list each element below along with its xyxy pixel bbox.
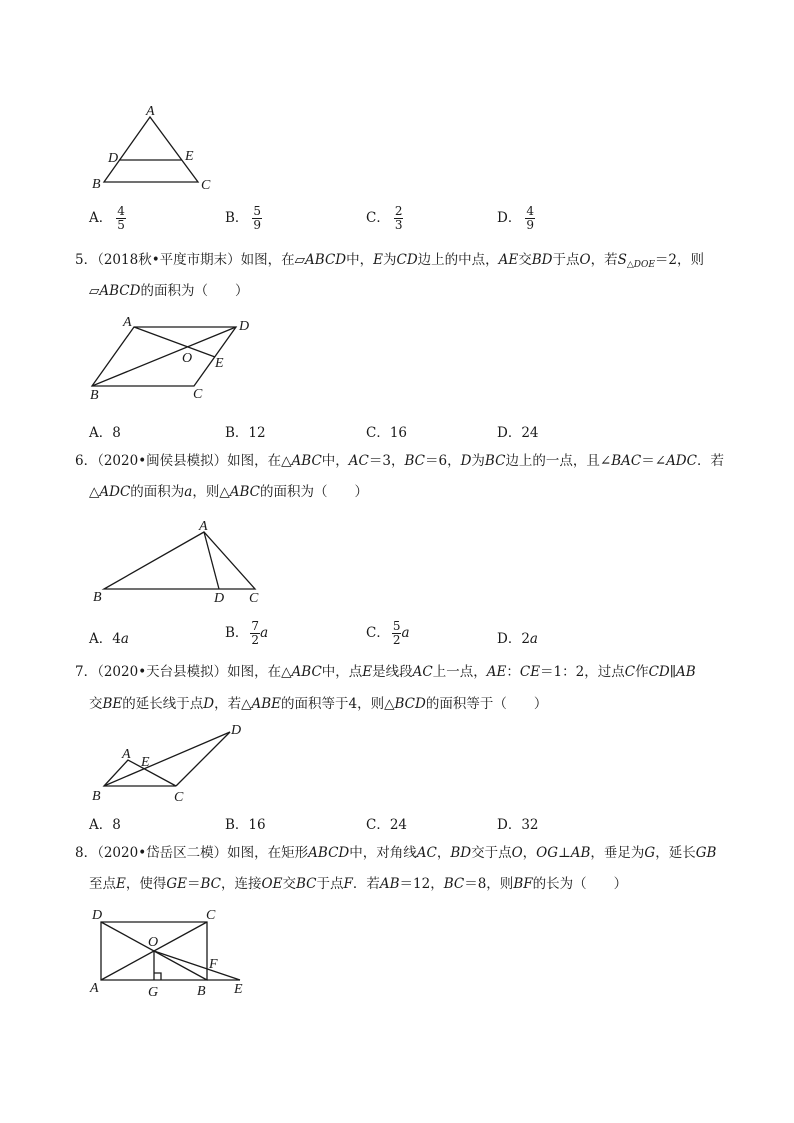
option-letter: A． (89, 210, 113, 226)
text: AE (498, 252, 519, 268)
label-b: B (92, 177, 101, 192)
text: ，垂足为 (590, 845, 645, 861)
text: ．若 (352, 876, 380, 892)
text: BE (102, 696, 123, 712)
numerator: 2 (394, 204, 403, 218)
text: AB (675, 664, 696, 680)
text: BAC (611, 453, 642, 469)
text: BCD (394, 696, 426, 712)
text: 中， (321, 453, 349, 469)
text: 交于点 (471, 845, 512, 861)
text: A．4 (89, 631, 121, 647)
label-b: B (93, 590, 102, 605)
label-f: F (209, 957, 218, 972)
label-e: E (234, 982, 243, 997)
text: CE (519, 664, 541, 680)
text: 的面积为（ ） (140, 283, 249, 299)
text: ▱ (89, 283, 100, 299)
text: 交 (282, 876, 296, 892)
text: O (579, 252, 591, 268)
label-c: C (174, 790, 184, 805)
denominator: 2 (251, 633, 260, 647)
text: 8．（2020•岱岳区二模）如图，在矩形 (75, 845, 309, 861)
label-d: D (231, 723, 242, 738)
text: B． (225, 625, 249, 641)
text: CD (396, 252, 418, 268)
text: 6．（2020•闽侯县模拟）如图，在△ (75, 453, 292, 469)
label-a: A (199, 519, 208, 534)
text: AC (412, 664, 433, 680)
q5-option-c[interactable]: C．16 (366, 425, 408, 441)
text: 交 (89, 696, 103, 712)
text: AC (348, 453, 369, 469)
text: ＝3， (368, 453, 405, 469)
numerator: 7 (251, 619, 260, 633)
text: ABCD (99, 283, 141, 299)
text: BC (484, 453, 506, 469)
text: ，使得 (125, 876, 167, 892)
text: D (203, 696, 215, 712)
text: 边上的一点，且∠ (505, 453, 612, 469)
label-d: D (239, 319, 250, 334)
label-c: C (206, 908, 216, 923)
text: GB (695, 845, 717, 861)
text: ADC (666, 453, 697, 469)
q7-option-a[interactable]: A．8 (89, 817, 121, 833)
text: 于点 (552, 252, 580, 268)
text: BC (295, 876, 317, 892)
label-a: A (90, 981, 99, 996)
label-d: D (108, 151, 119, 166)
text: AB (379, 876, 400, 892)
label-a: A (146, 104, 155, 119)
text: ，若 (590, 252, 618, 268)
subscript: △DOE (626, 260, 655, 270)
text: F (343, 876, 353, 892)
text: ADC (99, 484, 131, 500)
text: BD (450, 845, 472, 861)
q7-option-b[interactable]: B．16 (225, 817, 266, 833)
variable: a (401, 625, 410, 641)
numerator: 5 (392, 619, 401, 633)
label-b: B (90, 388, 99, 403)
text: ＝ (187, 876, 201, 892)
text: OE (261, 876, 283, 892)
text: ＝2，则 (654, 252, 705, 268)
text: ＝1：2，过点 (540, 664, 625, 680)
denominator: 9 (253, 218, 262, 232)
numerator: 5 (253, 204, 262, 218)
text: 中，对角线 (349, 845, 417, 861)
text: OG (536, 845, 559, 861)
label-o: O (182, 351, 193, 366)
text: 的面积等于4，则△ (281, 696, 395, 712)
option-letter: C． (366, 210, 390, 226)
text: 的面积等于（ ） (425, 696, 548, 712)
text: 边上的中点， (417, 252, 499, 268)
text: AE (486, 664, 507, 680)
label-b: B (92, 789, 101, 804)
text: S (617, 252, 627, 268)
text: 至点 (89, 876, 116, 892)
text: 7．（2020•天台县模拟）如图，在△ (75, 664, 292, 680)
text: 中，点 (321, 664, 363, 680)
text: 为 (382, 252, 397, 268)
label-o: O (148, 935, 159, 950)
text: 中， (346, 252, 374, 268)
text: 的面积为 (130, 484, 185, 500)
label-c: C (201, 178, 211, 193)
text: △ (89, 484, 100, 500)
variable: a (260, 625, 269, 641)
denominator: 3 (394, 218, 403, 232)
denominator: 2 (392, 633, 401, 647)
text: 交 (518, 252, 532, 268)
q7-option-d[interactable]: D．32 (497, 817, 539, 833)
text: 的延长线于点 (122, 696, 204, 712)
text: ，延长 (655, 845, 696, 861)
text: 为 (471, 453, 485, 469)
text: O (511, 845, 523, 861)
text: ， (522, 845, 537, 861)
text: 是线段 (372, 664, 413, 680)
option-letter: D． (497, 210, 522, 226)
label-e: E (185, 149, 194, 164)
text: 于点 (316, 876, 344, 892)
label-a: A (122, 747, 131, 762)
text: ∥ (669, 664, 676, 680)
text: D．2 (497, 631, 530, 647)
text: ，若△ (214, 696, 252, 712)
text: ABCD (305, 252, 347, 268)
text: AC (416, 845, 437, 861)
option-letter: B． (225, 210, 249, 226)
q5-option-b[interactable]: B．12 (225, 425, 266, 441)
text: BC (443, 876, 465, 892)
denominator: 9 (526, 218, 534, 232)
label-b: B (197, 984, 206, 999)
label-c: C (193, 387, 203, 402)
text: ABE (251, 696, 282, 712)
label-g: G (148, 985, 159, 1000)
text: ＝8，则 (464, 876, 514, 892)
text: C． (366, 625, 390, 641)
label-d: D (92, 908, 103, 923)
q7-option-c[interactable]: C．24 (366, 817, 408, 833)
text: 作 (635, 664, 649, 680)
label-e: E (215, 356, 224, 371)
text: ．若 (696, 453, 724, 469)
text: ＝6， (425, 453, 461, 469)
text: CD (648, 664, 670, 680)
text: ，连接 (221, 876, 262, 892)
text: AB (570, 845, 591, 861)
text: ABC (291, 453, 322, 469)
label-e: E (141, 755, 150, 770)
text: ， (436, 845, 451, 861)
q5-option-d[interactable]: D．24 (497, 425, 539, 441)
text: ，则△ (192, 484, 230, 500)
text: D (460, 453, 472, 469)
text: a (184, 484, 193, 500)
label-a: A (123, 315, 132, 330)
text: ABCD (308, 845, 350, 861)
text: E (362, 664, 373, 680)
label-d: D (214, 591, 225, 606)
text: BD (531, 252, 553, 268)
text: 的长为（ ） (532, 876, 628, 892)
text: E (116, 876, 126, 892)
variable: a (529, 631, 538, 647)
text: E (373, 252, 383, 268)
label-c: C (249, 591, 259, 606)
text: ⊥ (558, 845, 571, 861)
text: C (624, 664, 636, 680)
text: BF (513, 876, 533, 892)
text: ： (506, 664, 520, 680)
text: ＝12， (399, 876, 444, 892)
text: ABC (291, 664, 322, 680)
text: 5．（2018秋•平度市期末）如图，在▱ (75, 252, 306, 268)
segment-oe (154, 951, 240, 980)
right-angle-mark (154, 973, 161, 980)
text: ABC (229, 484, 260, 500)
q5-option-a[interactable]: A．8 (89, 425, 121, 441)
denominator: 5 (117, 218, 125, 232)
text: G (644, 845, 656, 861)
text: 上一点， (432, 664, 487, 680)
numerator: 4 (526, 204, 534, 218)
text: GE (166, 876, 187, 892)
text: 的面积为（ ） (260, 484, 368, 500)
text: BC (404, 453, 425, 469)
text: ＝∠ (641, 453, 667, 469)
numerator: 4 (117, 204, 125, 218)
variable: a (120, 631, 129, 647)
text: BC (200, 876, 222, 892)
